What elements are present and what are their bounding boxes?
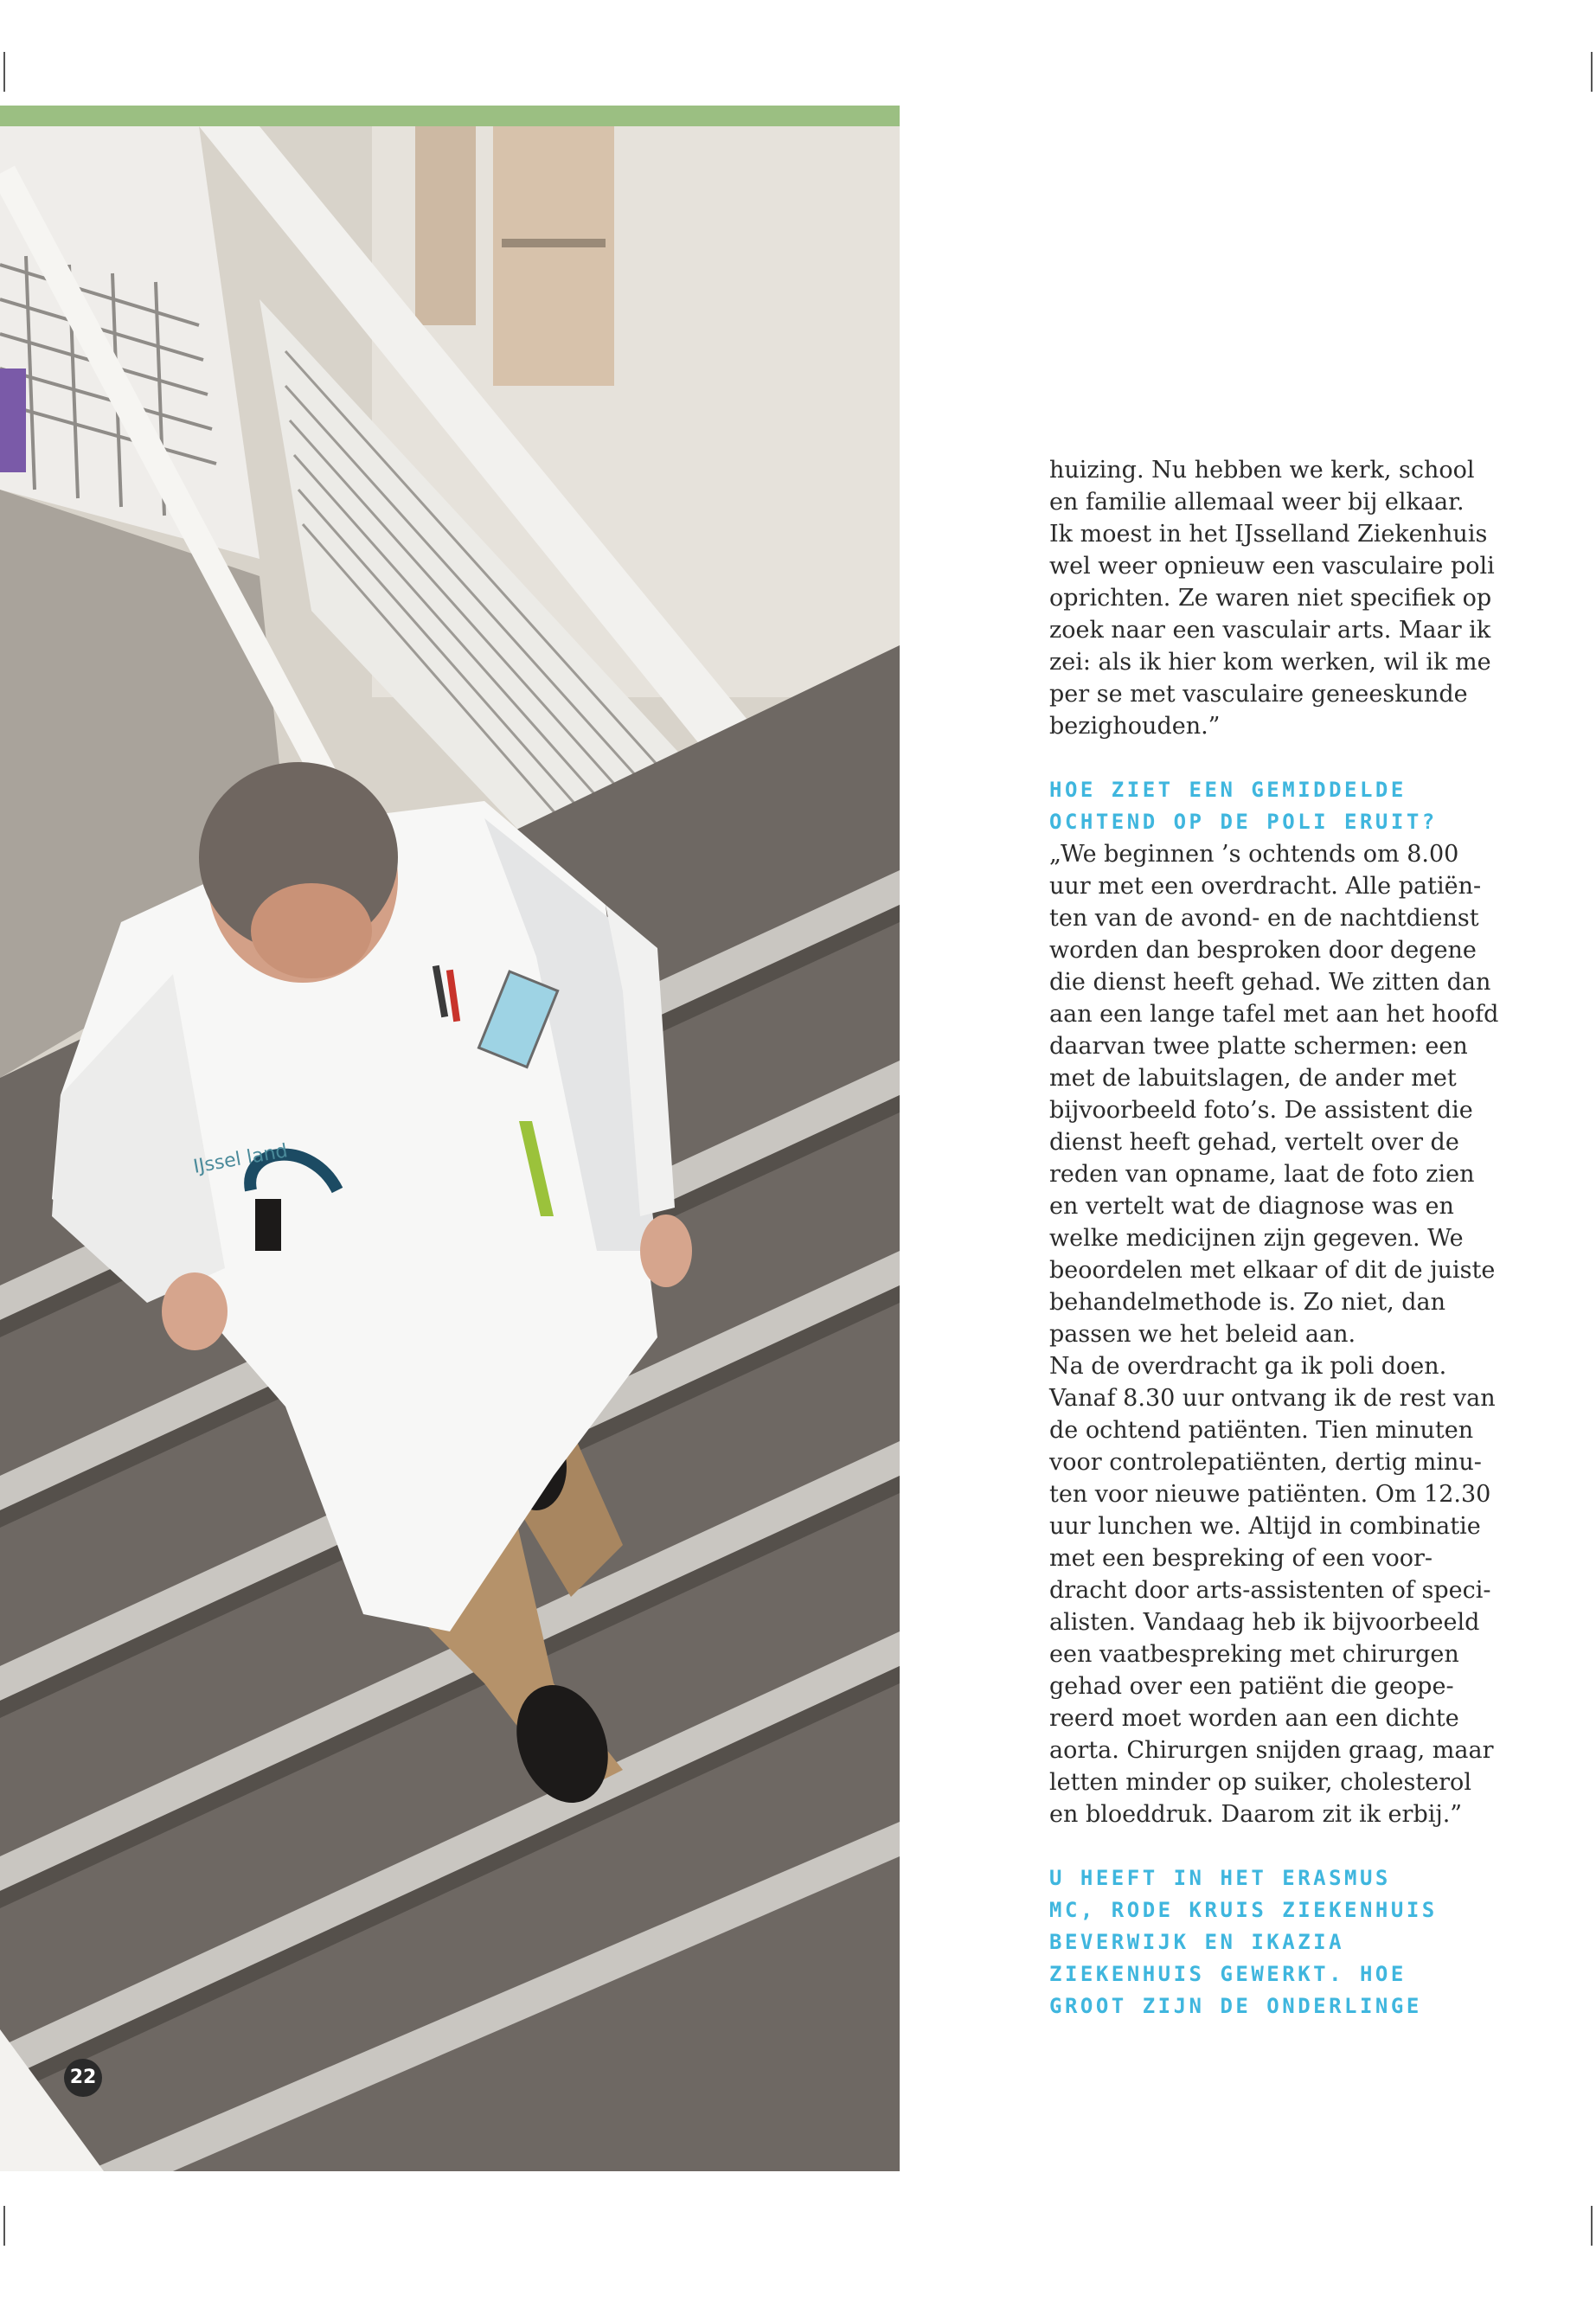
text-line: Vanaf 8.30 uur ontvang ik de rest van: [1049, 1385, 1496, 1412]
heading-line: OCHTEND OP DE POLI ERUIT?: [1049, 810, 1438, 834]
text-line: aorta. Chirurgen snijden graag, maar: [1049, 1737, 1494, 1764]
text-line: Na de overdracht ga ik poli doen.: [1049, 1353, 1447, 1380]
text-line: beoordelen met elkaar of dit de juiste: [1049, 1257, 1496, 1284]
text-line: die dienst heeft gehad. We zitten dan: [1049, 969, 1491, 996]
text-line: met de labuitslagen, de ander met: [1049, 1065, 1457, 1092]
text-line: huizing. Nu hebben we kerk, school: [1049, 457, 1475, 484]
crop-mark-top-right: [1591, 52, 1593, 92]
text-line: een vaatbespreking met chirurgen: [1049, 1641, 1459, 1668]
text-line: gehad over een patiënt die geope-: [1049, 1673, 1454, 1700]
text-line: passen we het beleid aan.: [1049, 1321, 1356, 1348]
header-accent-bar: [0, 106, 900, 126]
heading-line: U HEEFT IN HET ERASMUS: [1049, 1866, 1391, 1890]
text-line: bijvoorbeeld foto’s. De assistent die: [1049, 1097, 1473, 1124]
text-line: letten minder op suiker, cholesterol: [1049, 1769, 1471, 1796]
question-heading-1: [1049, 774, 1465, 838]
heading-line: GROOT ZIJN DE ONDERLINGE: [1049, 1994, 1422, 2018]
text-line: ten voor nieuwe patiënten. Om 12.30: [1049, 1481, 1491, 1508]
text-line: en bloeddruk. Daarom zit ik erbij.”: [1049, 1801, 1463, 1828]
text-line: alisten. Vandaag heb ik bijvoorbeeld: [1049, 1609, 1480, 1636]
text-line: voor controlepatiënten, dertig minu-: [1049, 1449, 1482, 1476]
question-heading-2: [1049, 1862, 1465, 2022]
answer-paragraph-1: [1049, 838, 1499, 1830]
coat-logo: IJssel land: [191, 1140, 290, 1178]
crop-mark-bottom-left: [3, 2206, 5, 2246]
text-line: uur met een overdracht. Alle patiën-: [1049, 873, 1482, 900]
text-line: zoek naar een vasculair arts. Maar ik: [1049, 617, 1491, 644]
text-line: reerd moet worden aan een dichte: [1049, 1705, 1459, 1732]
text-line: worden dan besproken door degene: [1049, 937, 1477, 964]
text-line: met een bespreking of een voor-: [1049, 1545, 1433, 1572]
text-line: zei: als ik hier kom werken, wil ik me: [1049, 649, 1491, 676]
intro-paragraph: [1049, 454, 1495, 742]
heading-line: MC, RODE KRUIS ZIEKENHUIS: [1049, 1898, 1438, 1922]
text-line: reden van opname, laat de foto zien: [1049, 1161, 1475, 1188]
text-line: en familie allemaal weer bij elkaar.: [1049, 489, 1465, 516]
text-line: wel weer opnieuw een vasculaire poli: [1049, 553, 1495, 580]
text-line: dienst heeft gehad, vertelt over de: [1049, 1129, 1459, 1156]
text-line: aan een lange tafel met aan het hoofd: [1049, 1001, 1499, 1028]
text-line: bezighouden.”: [1049, 713, 1221, 740]
heading-line: HOE ZIET EEN GEMIDDELDE: [1049, 778, 1407, 802]
heading-line: BEVERWIJK EN IKAZIA: [1049, 1930, 1345, 1954]
text-line: dracht door arts-assistenten of speci-: [1049, 1577, 1491, 1604]
text-line: daarvan twee platte schermen: een: [1049, 1033, 1468, 1060]
crop-mark-top-left: [3, 52, 5, 92]
page-number: 22: [64, 2059, 102, 2097]
crop-mark-bottom-right: [1591, 2206, 1593, 2246]
text-line: behandelmethode is. Zo niet, dan: [1049, 1289, 1445, 1316]
text-line: oprichten. Ze waren niet specifiek op: [1049, 585, 1492, 612]
text-line: en vertelt wat de diagnose was en: [1049, 1193, 1454, 1220]
text-line: de ochtend patiënten. Tien minuten: [1049, 1417, 1474, 1444]
staircase-photo: [0, 126, 900, 2171]
text-line: „We beginnen ’s ochtends om 8.00: [1049, 841, 1459, 868]
text-line: per se met vasculaire geneeskunde: [1049, 681, 1468, 708]
text-line: welke medicijnen zijn gegeven. We: [1049, 1225, 1464, 1252]
article-column: [1049, 454, 1499, 2022]
text-line: ten van de avond- en de nachtdienst: [1049, 905, 1479, 932]
text-line: Ik moest in het IJsselland Ziekenhuis: [1049, 521, 1488, 548]
heading-line: ZIEKENHUIS GEWERKT. HOE: [1049, 1962, 1407, 1986]
text-line: uur lunchen we. Altijd in combinatie: [1049, 1513, 1481, 1540]
